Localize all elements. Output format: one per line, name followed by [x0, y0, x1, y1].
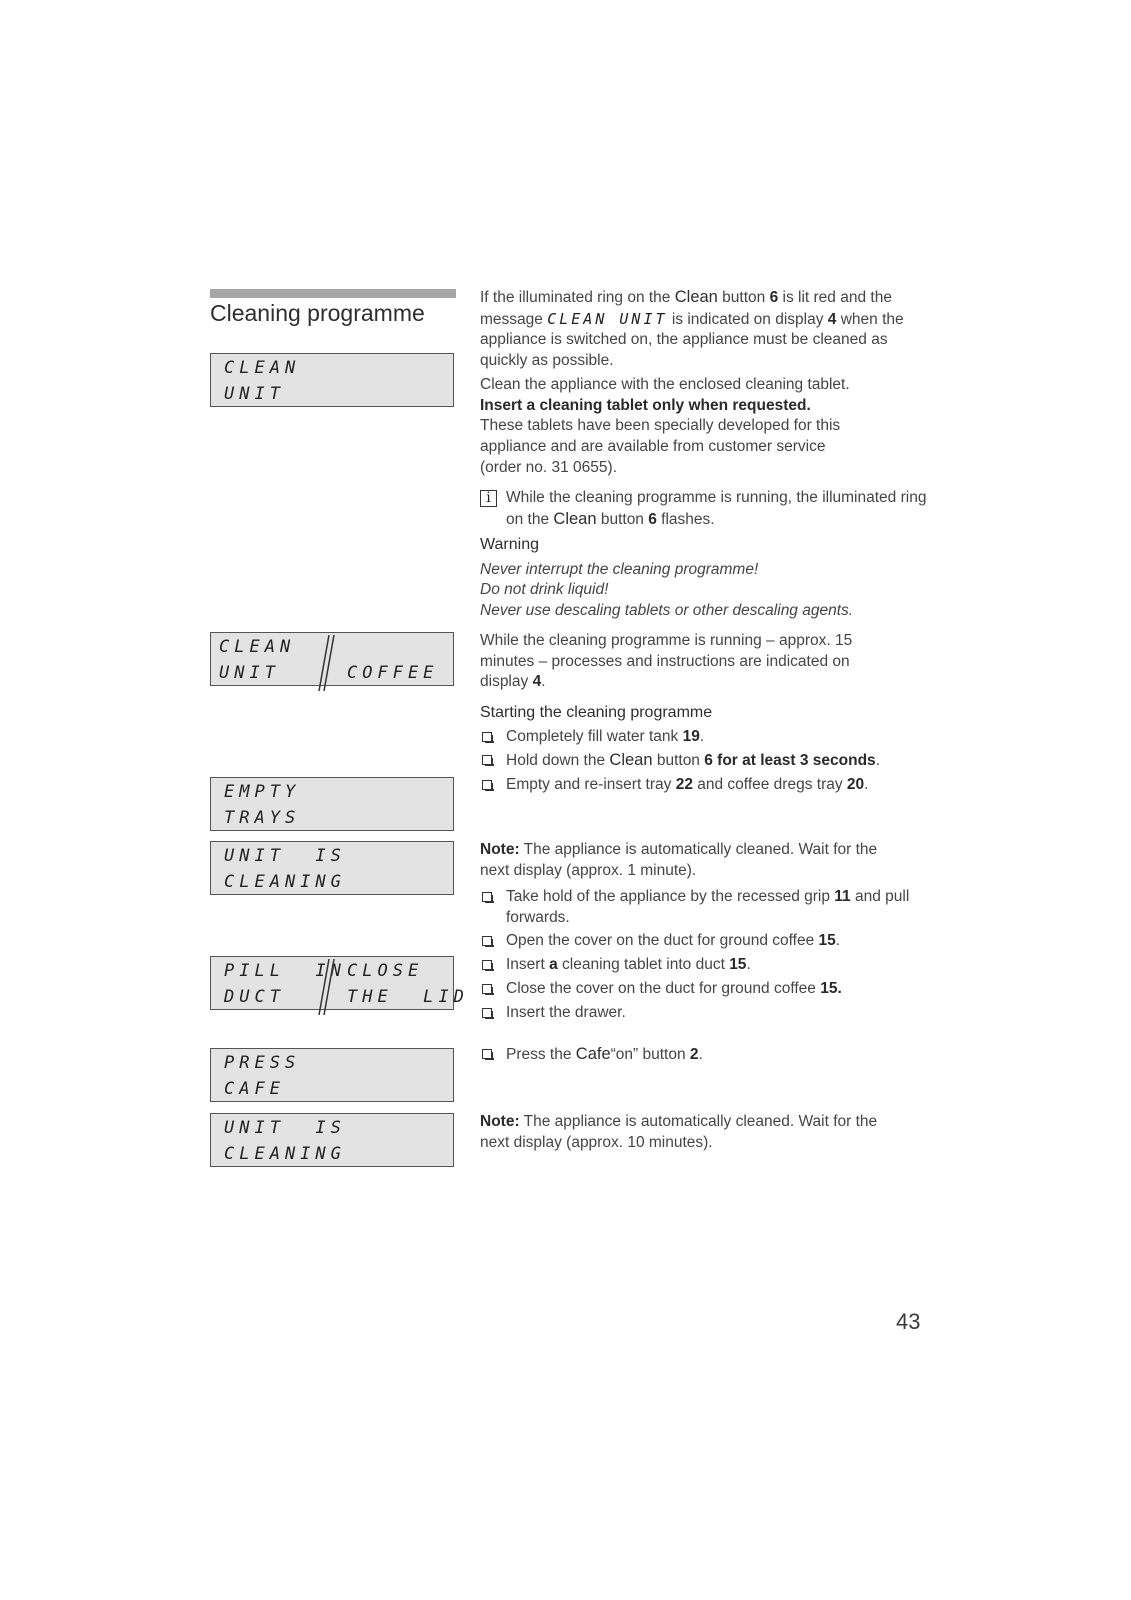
lcd-line1: EMPTY — [224, 782, 301, 802]
checkbox-icon — [482, 892, 492, 902]
lcd-right-line1: CLOSE — [347, 961, 424, 981]
lcd-line2: CLEANING — [224, 1144, 346, 1164]
lcd-separator-icon — [315, 959, 337, 1015]
running-paragraph: While the cleaning programme is running – approx. 15 minutes – processes and instructions are indicated on display 4. — [480, 632, 853, 691]
lcd-line2: UNIT — [224, 384, 285, 404]
lcd-line2: DUCT — [224, 987, 285, 1007]
warning-block: Warning Never interrupt the cleaning programme! Do not drink liquid! Never use descaling tablets or other descaling agents. — [480, 535, 930, 622]
list-item: Take hold of the appliance by the recessed grip 11 and pull forwards. — [480, 887, 930, 928]
checkbox-icon — [482, 780, 492, 790]
checkbox-icon — [482, 1049, 492, 1059]
lcd-display-press-cafe — [210, 1048, 454, 1102]
lcd-line2: CLEANING — [224, 872, 346, 892]
list-item: Completely fill water tank 19. — [480, 727, 930, 748]
lcd-display-clean-unit — [210, 353, 454, 407]
checkbox-icon — [482, 960, 492, 970]
checkbox-icon — [482, 732, 492, 742]
list-item: Empty and re-insert tray 22 and coffee dregs tray 20. — [480, 775, 930, 796]
lcd-display-pill-in-duct — [210, 956, 469, 1010]
lcd-line1: PRESS — [224, 1053, 301, 1073]
lcd-right-line2: COFFEE — [347, 663, 439, 683]
list-item: Close the cover on the duct for ground coffee 15. — [480, 979, 930, 1000]
lcd-separator-icon — [315, 635, 337, 691]
lcd-line1: PILL IN — [224, 961, 346, 981]
clean-button-label: Clean — [674, 288, 718, 306]
note-2: Note: The appliance is automatically cleaned. Wait for the next display (approx. 10 minutes). — [480, 1113, 878, 1151]
press-step — [480, 1044, 930, 1066]
section-rule — [210, 289, 456, 298]
lcd-line1: UNIT IS — [224, 1118, 346, 1138]
start-section — [480, 703, 930, 796]
inline-lcd-message: CLEAN UNIT — [547, 309, 668, 328]
start-title: Starting the cleaning programme — [480, 704, 713, 721]
list-item: Insert a cleaning tablet into duct 15. — [480, 955, 930, 976]
lcd-line1: CLEAN — [219, 637, 296, 657]
lcd-display-unit-is-cleaning-2 — [210, 1113, 454, 1167]
info-note: i While the cleaning programme is running, the illuminated ring on the Clean button 6 flashes. — [480, 488, 930, 530]
list-item: Insert the drawer. — [480, 1003, 930, 1024]
lcd-right-line2: THE LID — [347, 987, 469, 1007]
lcd-line2: TRAYS — [224, 808, 301, 828]
lcd-line2: CAFE — [224, 1079, 285, 1099]
warning-title: Warning — [480, 536, 539, 553]
checkbox-icon — [482, 1008, 492, 1018]
checkbox-icon — [482, 755, 492, 765]
list-item: Press the Cafe“on” button 2. — [480, 1044, 930, 1066]
page-number: 43 — [896, 1309, 921, 1334]
lcd-line1: CLEAN — [224, 358, 301, 378]
tablet-requirement: Insert a cleaning tablet only when requested. — [480, 396, 811, 414]
lcd-line2: UNIT — [219, 663, 280, 683]
lcd-display-clean-unit-coffee — [210, 632, 454, 686]
steps-list — [480, 887, 930, 1023]
intro-paragraph: If the illuminated ring on the Clean button 6 is lit red and the message CLEAN UNIT is indicated on display 4 when the appliance is switched on, the appliance must be cleaned as quickly as possible. — [480, 288, 904, 370]
lcd-display-unit-is-cleaning — [210, 841, 454, 895]
section-title: Cleaning programme — [210, 300, 425, 326]
note-1: Note: The appliance is automatically cleaned. Wait for the next display (approx. 1 minute). — [480, 841, 878, 879]
cafe-button-label: Cafe — [575, 1045, 611, 1063]
checkbox-icon — [482, 936, 492, 946]
list-item: Hold down the Clean button 6 for at least 3 seconds. — [480, 750, 930, 772]
info-icon: i — [480, 490, 497, 507]
list-item: Open the cover on the duct for ground coffee 15. — [480, 931, 930, 952]
lcd-line1: UNIT IS — [224, 846, 346, 866]
tablet-paragraph: Clean the appliance with the enclosed cleaning tablet. Insert a cleaning tablet only when requested. These tablets have been specially developed for this appliance and are available from customer service (order no. 31 0655). — [480, 375, 930, 479]
lcd-display-empty-trays — [210, 777, 454, 831]
checkbox-icon — [482, 984, 492, 994]
